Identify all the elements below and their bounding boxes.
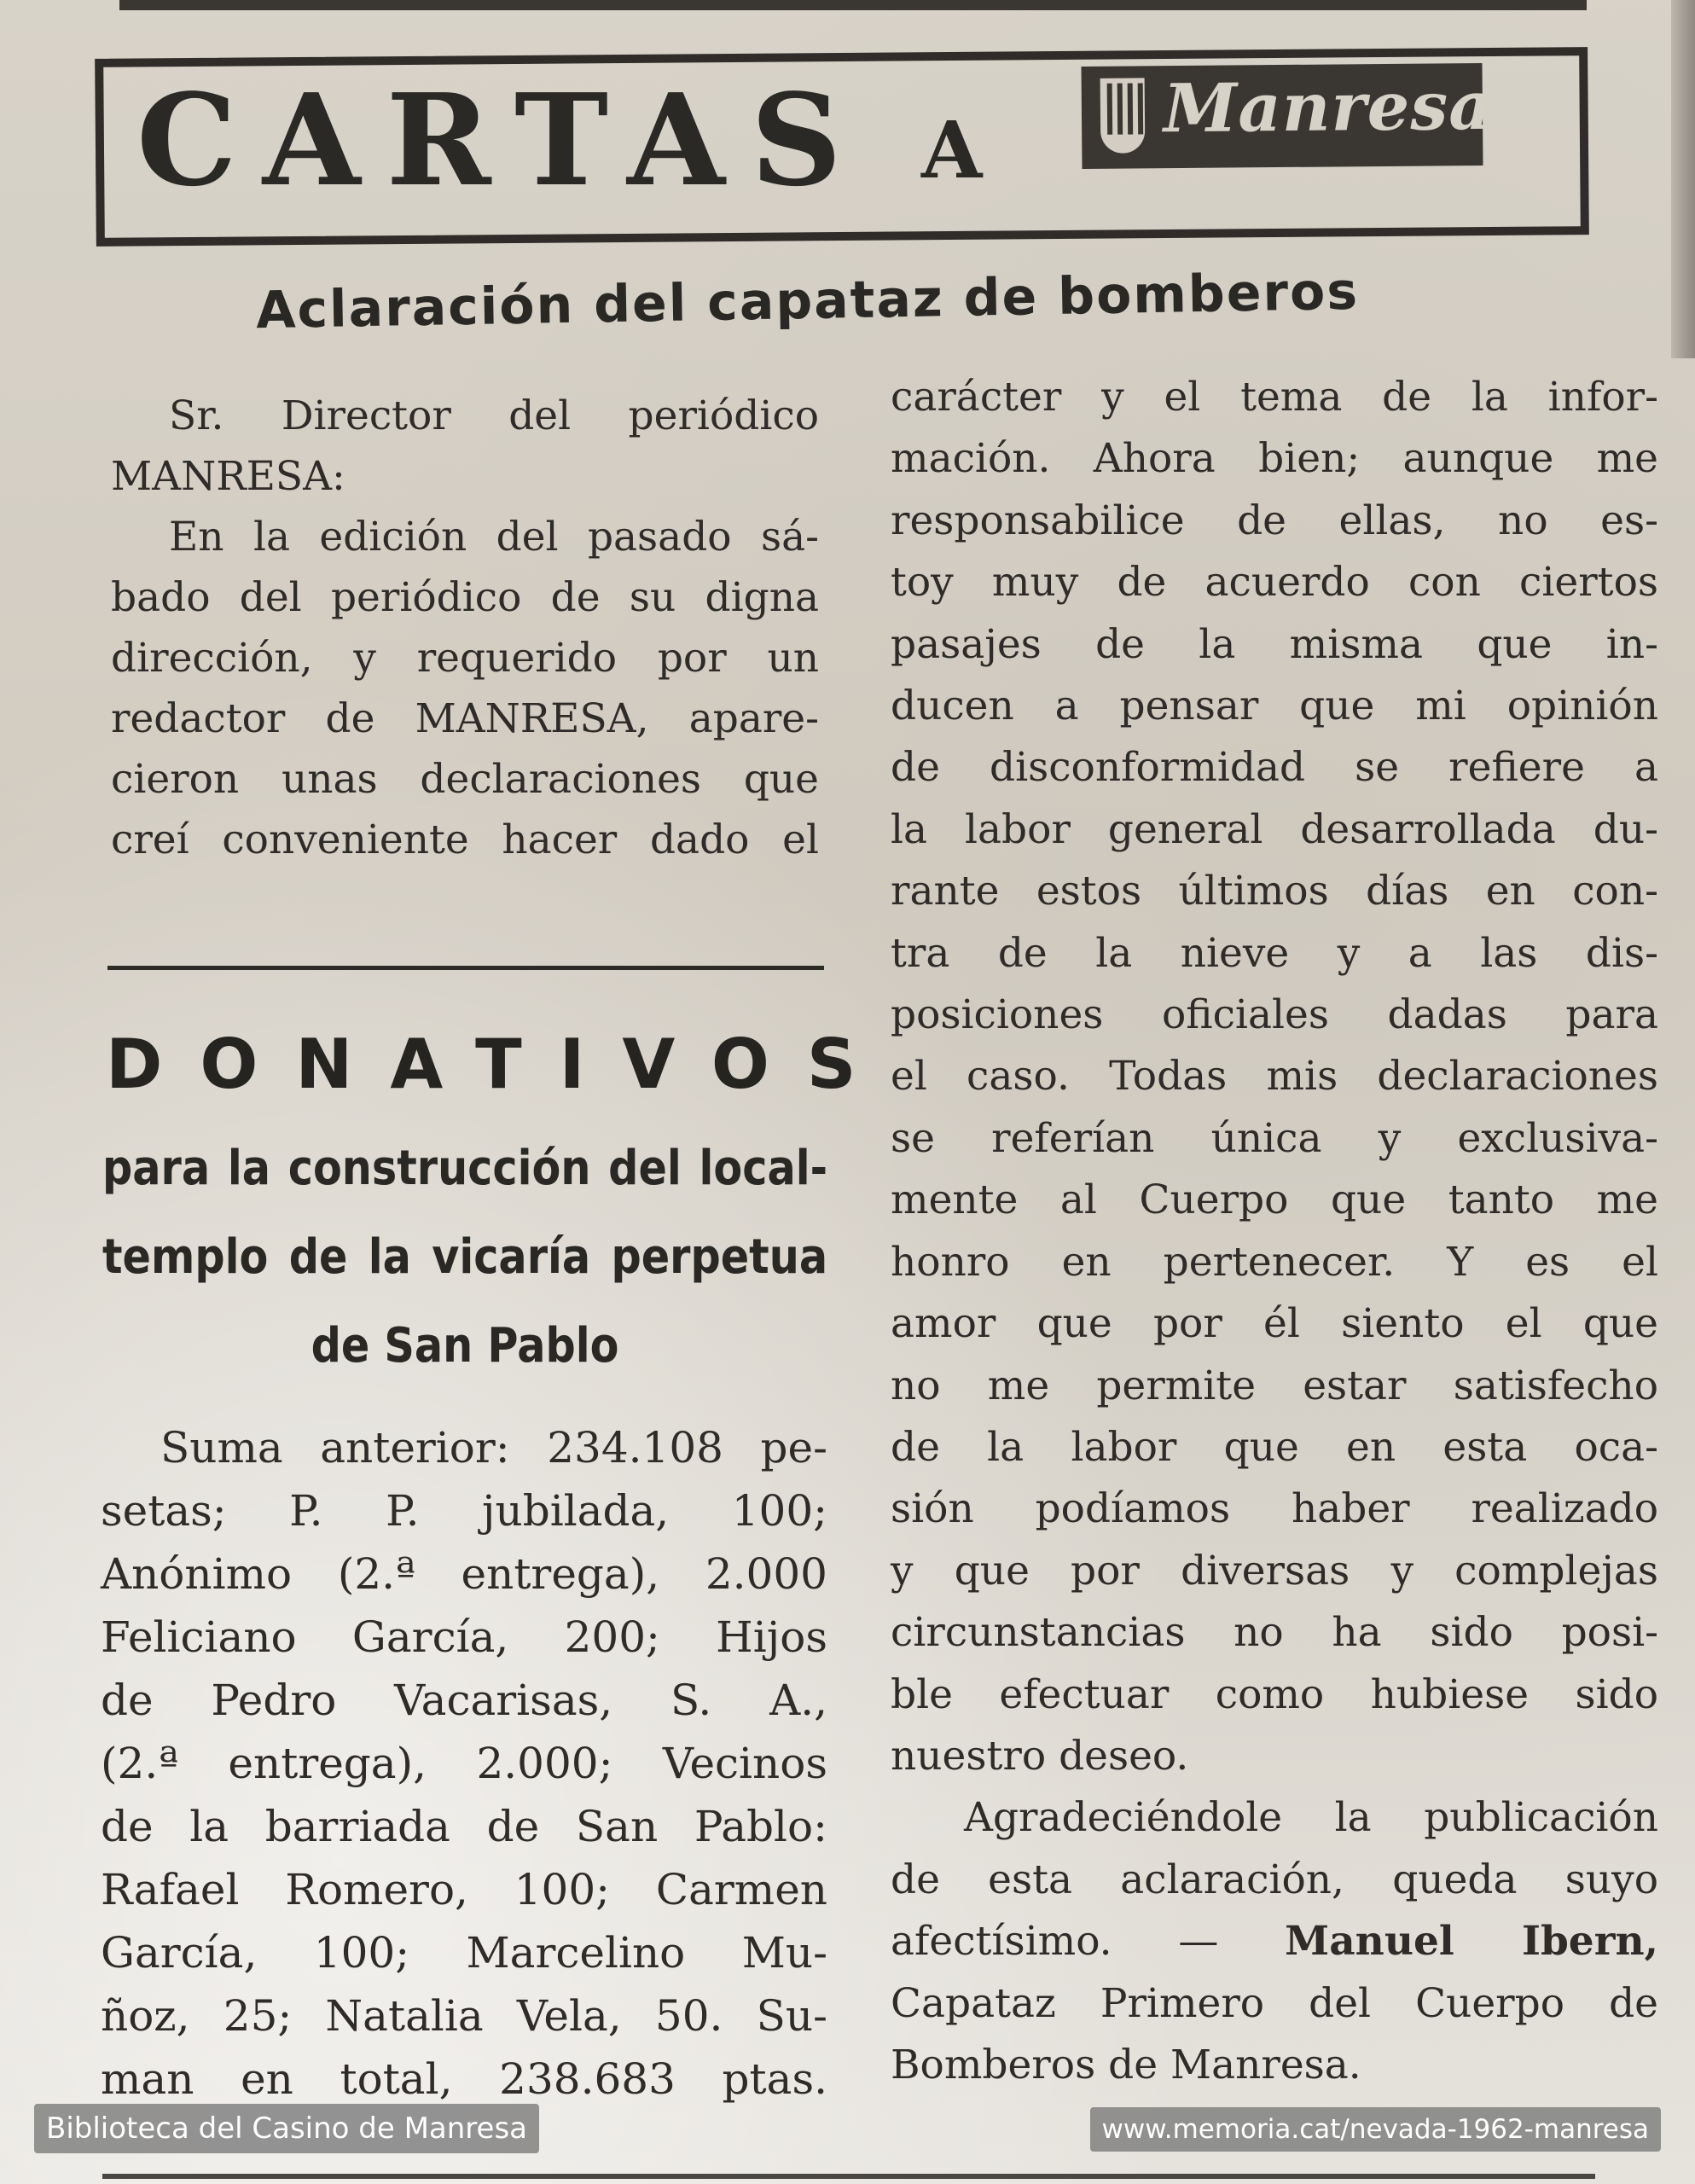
text-line: Suma anterior: 234.108 pe-	[160, 1423, 827, 1472]
text-line: no me permite estar satisfecho	[891, 1362, 1658, 1409]
text-line: de la labor que en esta oca-	[891, 1423, 1658, 1471]
letter-column-right	[891, 367, 1658, 2096]
text-line: rante estos últimos días en con-	[891, 868, 1658, 915]
donativos-body	[101, 1416, 827, 2111]
text-line: (2.ª entrega), 2.000; Vecinos	[101, 1739, 827, 1788]
text-line: dirección, y requerido por un	[111, 635, 819, 682]
text-line: de la barriada de San Pablo:	[101, 1802, 827, 1851]
text-line: Agradeciéndole la publicación	[964, 1794, 1658, 1842]
text-line: man en total, 238.683 ptas.	[101, 2054, 827, 2104]
text-line: de Pedro Vacarisas, S. A.,	[101, 1676, 827, 1725]
text-line: redactor de MANRESA, apare-	[111, 695, 819, 742]
signature-line: Bomberos de Manresa.	[891, 2041, 1361, 2088]
text-line: amor que por él siento el que	[891, 1300, 1658, 1348]
text-line: García, 100; Marcelino Mu-	[101, 1928, 827, 1978]
shield-icon	[1100, 78, 1146, 153]
text-line: se referían única y exclusiva-	[891, 1114, 1658, 1162]
text-line: el caso. Todas mis declaraciones	[891, 1053, 1658, 1101]
text-line: de disconformidad se refiere a	[891, 744, 1658, 792]
manresa-logo	[1081, 63, 1494, 169]
text-line: creí conveniente hacer dado el	[111, 816, 819, 863]
text-line: mación. Ahora bien; aunque me	[891, 435, 1658, 483]
text-line: sión podíamos haber realizado	[891, 1485, 1658, 1533]
text-line: pasajes de la misma que in-	[891, 620, 1658, 668]
article-headline: Aclaración del capataz de bomberos	[255, 261, 1360, 341]
signature-line	[891, 1911, 1658, 1972]
text-line: honro en pertenecer. Y es el	[891, 1238, 1658, 1286]
signature-prefix: afectísimo. —	[891, 1918, 1286, 1966]
text-line: posiciones oficiales dadas para	[891, 991, 1658, 1039]
page-edge	[1671, 0, 1695, 358]
subtitle-line: para la construcción del local-	[102, 1141, 828, 1196]
text-line: ñoz, 25; Natalia Vela, 50. Su-	[101, 1991, 827, 2041]
donativos-subtitle	[102, 1124, 828, 1391]
text-line: ble efectuar como hubiese sido	[891, 1670, 1658, 1718]
text-line: carácter y el tema de la infor-	[891, 374, 1658, 421]
text-line: responsabilice de ellas, no es-	[891, 497, 1658, 544]
watermark-library: Biblioteca del Casino de Manresa	[34, 2104, 539, 2153]
text-line: ducen a pensar que mi opinión	[891, 682, 1658, 730]
subtitle-line: templo de la vicaría perpetua	[102, 1229, 828, 1285]
bottom-rule	[102, 2174, 1595, 2179]
logo-text: Manresa	[1163, 67, 1494, 148]
text-line: mente al Cuerpo que tanto me	[891, 1176, 1658, 1224]
signature-name: Manuel Ibern,	[1285, 1918, 1659, 1966]
text-line: nuestro deseo.	[891, 1732, 1189, 1780]
text-line: la labor general desarrollada du-	[891, 805, 1658, 853]
text-line: En la edición del pasado sá-	[169, 514, 819, 561]
text-line: toy muy de acuerdo con ciertos	[891, 559, 1658, 607]
signature-line: Capataz Primero del Cuerpo de	[891, 1979, 1658, 2027]
text-line: de esta aclaración, queda suyo	[891, 1856, 1658, 1903]
header-cartas: CARTAS	[136, 66, 868, 214]
watermark-url: www.memoria.cat/nevada-1962-manresa	[1090, 2107, 1661, 2152]
text-line: Sr. Director del periódico	[169, 392, 819, 439]
donativos-title: DONATIVOS	[106, 1025, 894, 1104]
text-line: Anónimo (2.ª entrega), 2.000	[101, 1549, 827, 1599]
top-rule	[119, 0, 1587, 10]
subtitle-line: de San Pablo	[311, 1318, 619, 1374]
text-line: MANRESA:	[111, 453, 345, 500]
text-line: y que por diversas y complejas	[891, 1547, 1658, 1594]
text-line: Rafael Romero, 100; Carmen	[101, 1865, 827, 1914]
text-line: circunstancias no ha sido posi-	[891, 1609, 1658, 1657]
text-line: cieron unas declaraciones que	[111, 756, 819, 803]
text-line: Feliciano García, 200; Hijos	[101, 1612, 827, 1662]
letter-column-left	[111, 386, 819, 870]
text-line: tra de la nieve y a las dis-	[891, 929, 1658, 977]
column-divider	[107, 966, 824, 970]
text-line: bado del periódico de su digna	[111, 574, 819, 621]
text-line: setas; P. P. jubilada, 100;	[101, 1486, 827, 1536]
header-a: A	[921, 104, 983, 196]
